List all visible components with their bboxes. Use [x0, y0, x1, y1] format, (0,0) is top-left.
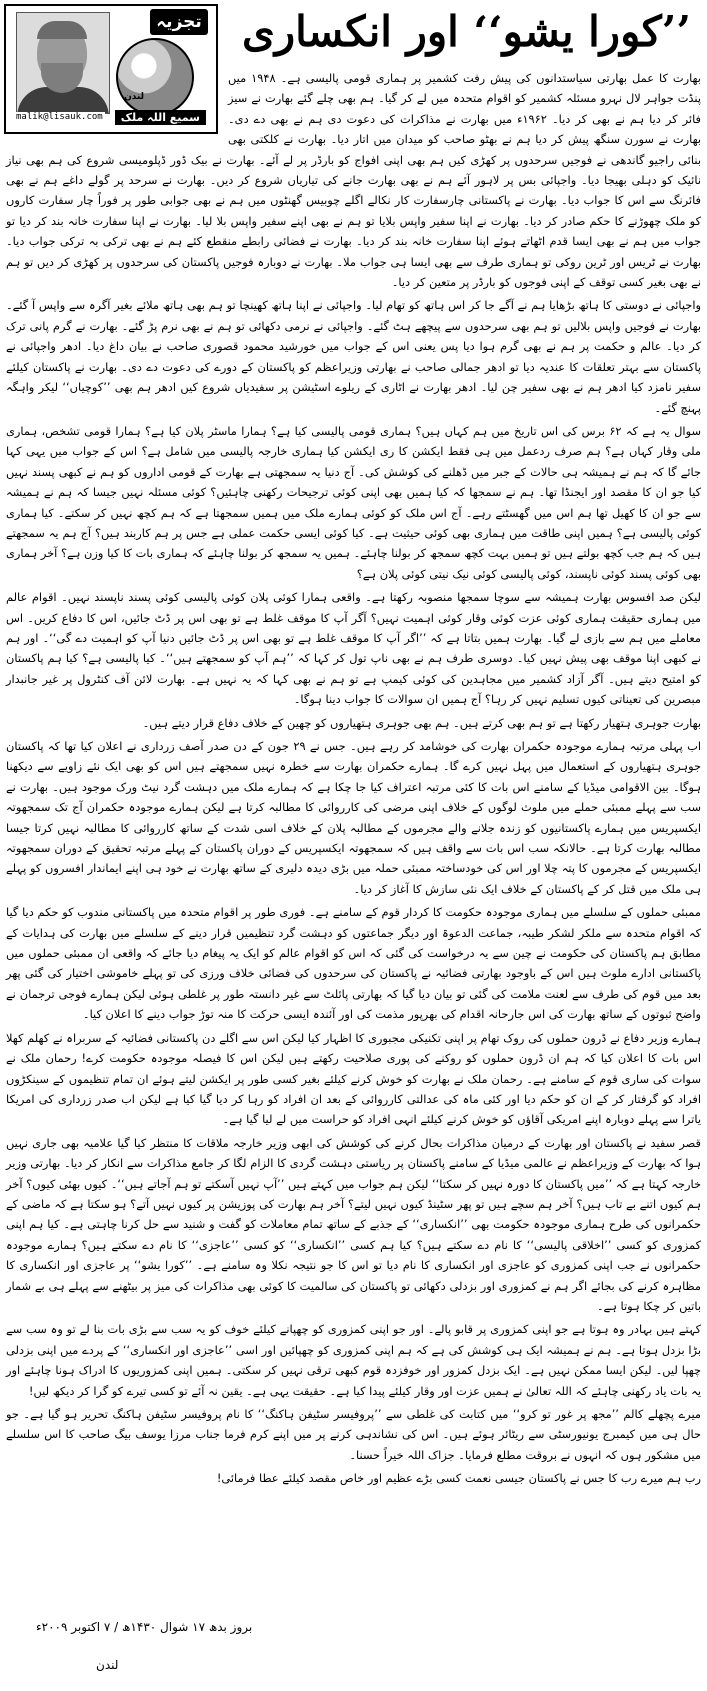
article-headline: ’’کورا یشو‘‘ اور انکساری [241, 7, 692, 56]
article-city: لندن [96, 1658, 119, 1672]
paragraph: لیکن صد افسوس بھارت ہمیشہ سے سوچا سمجھا منصوبہ رکھتا ہے۔ واقعی ہمارا کوئی پلان کوئی پالیسی کوئی پسند ناپسند نہیں۔ اقوام عالم میں ہماری حقیقت ہماری کوئی عزت کوئی وقار کوئی اہمیت نہیں؟ آگر آپ کا موقف غلط ہے تو بھی اس پر ڈٹ جائیں، اس کا دفاع کریں۔ اس معاملے میں ہم سے بازی لے گیا۔ بھارت ہمیں بتاتا ہے کہ ’’اگر آپ کا موقف غلط ہے تو بھی اس پر ڈٹ جائیں دنیا آپ کو اہمیت دے گی‘‘۔ اور ہم نے کبھی اپنا موقف بھی پیش نہیں کیا۔ دوسری طرف ہم نے بھی ناپ تول کر کہا کہ ’’ہم آپ کو سمجھتے ہیں‘‘۔ کیا پالیسی ہے؟ کیا ہم پاکستان کو امتیح دیتے ہیں۔ آگر آزاد کشمیر میں مجاہدین کی کوئی کیمپ ہے تو ہم نے بھی کہا کہ یہ نہیں ہے۔ بھارت لائن آف کنٹرول پر غیر جانبدار مبصرین کی تعیناتی کیوں تسلیم نہیں کر رہا؟ آج ہمیں ان سوالات کا جواب دینا ہوگا۔ [6, 590, 701, 707]
article-footer [6, 1616, 701, 1676]
paragraph: ہمارے وزیر دفاع نے ڈرون حملوں کی روک تھام پر اپنی تکنیکی مجبوری کا اظہار کیا لیکن اس سے اگلے دن پاکستانی فضائیہ کے سربراہ نے کھلم کھلا اس بات کا اعلان کیا کہ ہم ان ڈرون حملوں کو روکنے کی پوری صلاحیت رکھتے ہیں لیکن اس کا فیصلہ موجودہ حکومت کرے! رحمان ملک نے سوات کی ساری قوم کے سامنے ہے۔ رحمان ملک نے بھارت کو خوش کرنے کیلئے بغیر کسی طور پر ایکشن لیتے ہوئے ان تمام تنظیموں کے سینکڑوں افراد کو گرفتار کر کے ان کو حکم دیا اور کئی ماہ کی عدالتی کارروائی کے بعد ان افراد کو رہا کر دیا گیا کیا ہے لیکن اب صدر زرداری کی امریکا یاترا سے پہلے دوبارہ اپنے امریکی آقاؤں کو خوش کرنے کیلئے انہی افراد کو حراست میں لے لیا گیا ہے۔ [6, 1030, 701, 1127]
article-body [6, 68, 701, 1492]
paragraph: کہتے ہیں بہادر وہ ہوتا ہے جو اپنی کمزوری پر قابو پالے۔ اور جو اپنی کمزوری کو چھپانے کیلئے خوف کو یہ سب سے بڑی بات بنا لے تو وہ سب سے بڑا بزدل ہوتا ہے۔ ہم نے ہمیشہ ایک ہی کوشش کی ہے کہ ہم اپنی کمزوری کو چھپائیں اور اسی ’’عاجزی اور انکساری‘‘ کے پردے میں اپنی بزدلی چھپا لیں۔ لیکن ایسا ممکن نہیں ہے۔ ایک بزدل کمزور اور خوفزدہ قوم کبھی ترقی نہیں کر سکتی۔ ہمیں اپنی کمزوریوں کا ادراک ہونا چاہئے اور یہ بات یاد رکھنی چاہئے کہ اللہ تعالیٰ نے ہمیں عزت اور وقار کیلئے پیدا کیا ہے۔ حقیقت یہی ہے۔ یقین نہ آئے تو کسی تیرے کو گرا کر دیکھ لیں! [6, 1322, 701, 1398]
paragraph: رب ہم میرے رب کا جس نے پاکستان جیسی نعمت کسی بڑے عظیم اور خاص مقصد کیلئے عطا فرمائی! [216, 1471, 701, 1486]
paragraph: اب پہلی مرتبہ ہمارے موجودہ حکمران بھارت کی خوشامد کر رہے ہیں۔ جس نے ۲۹ جون کے دن صدر آصف زرداری نے اعلان کیا تھا کہ پاکستان جوہری ہتھیاروں کے استعمال میں پہل نہیں کرے گا۔ ہمارے حکمران بھارت سے خطرہ نہیں سمجھتے ہیں اس کو بھی ایک نئے زاویے سے دیکھنا ہوگا۔ بین الاقوامی میڈیا کے سامنے اس بات کا کئی مرتبہ اعتراف کیا جا چکا ہے کہ ہمارے ملک میں دہشت گرد نیٹ ورک موجود ہیں۔ بھارت نے سب سے پہلے ممبئی حملے میں ملوث لوگوں کے خلاف اپنی مرضی کی کارروائی کا مطالبہ کرتا ہے لیکن ہمارے موجودہ حکمران آج تک سمجھوتہ ایکسپریس میں ہمارے پاکستانیوں کو زندہ جلانے والے مجرموں کے مطالبہ پلان کے خلاف اسی شدت کے ساتھ کارروائی کا مطالبہ نہیں کرتا جیسا مطالبہ بھارت کرتا ہے۔ حالانکہ سب اس بات سے واقف ہیں کہ سمجھوتہ ایکسپریس کے دوران پاکستان کے پہلے مرتبہ تحقیق کے دوران سمجھوتہ ایکسپریس کے مجرموں کا پتہ چلا اور اس کی خودساختہ ممبئی حملہ میں بڑی دیدہ دلیری کے ساتھ بھارت نے خود ہی اپنے ایماندار افسروں کو پہلے ہی ملک میں قتل کر کے پاکستان کے خلاف ایک نئی سازش کا آغاز کر دیا۔ [6, 739, 701, 896]
section-tag: تجزیہ [150, 9, 208, 35]
badge-city: لندن [124, 92, 144, 102]
author-email: malik@lisauk.com [16, 112, 103, 122]
paragraph: میرے پچھلے کالم ’’مجھ پر غور تو کرو‘‘ میں کتابت کی غلطی سے ’’پروفیسر سٹیفن ہاکنگ‘‘ کا نام پروفیسر سٹیفن ہاکنگ تحریر ہو گیا ہے۔ جو حال ہی میں کیمبرج یونیورسٹی سے ریٹائر ہوئے ہیں۔ اس کی نشاندہی کرنے پر میں اپنے کرم فرما جناب مرزا یوسف بیگ صاحب کا اس سلسلے میں مشکور ہوں کہ انہوں نے بروقت مطلع فرمایا۔ جزاک اللہ خیراً حسنا۔ [6, 1407, 701, 1462]
author-name: سمیع اللہ ملک [115, 110, 206, 125]
paragraph: سوال یہ ہے کہ ۶۲ برس کی اس تاریخ میں ہم کہاں ہیں؟ ہماری قومی پالیسی کیا ہے؟ ہمارا ماسٹر پلان کیا ہے؟ ہمارا قومی تشخص، ہماری ملی وقار کہاں ہے؟ ہم صرف ردعمل میں ہی فقط ایکشن کا ری ایکشن کیا ہماری خارجہ پالیسی میں شامل ہے؟ اس کے جواب میں یہی کہا جائے گا کہ ہم نے ہمیشہ ہی حالات کے جبر میں ڈھلنے کی کوشش کی۔ آج دنیا یہ سمجھتی ہے بھارت کے قومی اداروں کو ہم نے کبھی پسند نہیں کیا جو ان کا مقصد اور ایجنڈا تھا۔ ہم نے سمجھا کہ کیا ہمیں بھی اپنی کوئی ترجیحات رکھنی چاہئیں؟ کوئی مسئلہ نہیں جیسا کہ ہم نے ہمیشہ سے جو ان کا کھیل تھا ہم اس میں گھسٹتے رہے۔ آج اس ملک کو کوئی ہمارے ملک میں ہمیں سمجھتا ہے کہ ہم کچھ نہیں کر سکتے۔ کیا ہماری کوئی پالیسی ہے؟ ہمیں اپنی طاقت میں ہماری بھی کوئی حیثیت ہے۔ کیا کوئی ایسی حکمت عملی ہے جس پر ہم کاربند ہیں؟ آج ہم یہ سمجھتے ہیں کہ ہم جب کچھ بولتے ہیں تو ہمیں بہت کچھ سمجھ کر بولنا چاہئے۔ ہمیں یہ سمجھ کر بولنا چاہئے کہ ہماری بات کا کیا وزن ہے؟ آخر ہماری بھی کوئی پسند کوئی ناپسند، کوئی پالیسی کوئی نیک نیتی کوئی پلان ہے؟ [6, 423, 701, 581]
paragraph: قصر سفید نے پاکستان اور بھارت کے درمیان مذاکرات بحال کرنے کی کوشش کی ابھی وزیر خارجہ ملاقات کا منتظر کیا گیا علامیہ بھی جاری نہیں ہوا کہ بھارت کے وزیراعظم نے عالمی میڈیا کے سامنے پاکستان پر ریاستی دہشت گردی کا الزام لگا کر جامع مذاکرات سے انکار کر دیا۔ بھارتی وزیر خارجہ کہتا ہے کہ ’’میں پاکستان کا دورہ نہیں کر سکتا‘‘ لیکن ہم جواب میں کہتے ہیں ’’آپ نہیں آسکتے تو ہم آجاتے ہیں‘‘۔ کیوں بھئی کیوں؟ آخر ہم کیوں اتنے بے تاب ہیں؟ آخر ہم سچے ہیں تو پھر سٹینڈ کیوں نہیں لیتے؟ آخر ہم بھارت کی پوزیشن پر کیوں نہیں آتے؟ ہو سکتا ہے کہ ماضی کے حکمرانوں کی طرح ہماری موجودہ حکومت بھی ’’انکساری‘‘ کے جذبے کے ساتھ تمام معاملات کو گفت و شنید سے حل کرنا چاہتی ہے۔ کیا ہم اپنی کمزوری کو کسی ’’اخلاقی پالیسی‘‘ کا نام دے سکتے ہیں؟ کیا ہم کسی ’’انکساری‘‘ کو کسی ’’عاجزی‘‘ کا نام دے سکتے ہیں؟ ہمارے موجودہ حکمرانوں نے جب اپنی کمزوری کو عاجزی اور انکساری کا نام دیا تو اس کا جو نتیجہ نکلا وہ سامنے ہے۔ ’’کورا یشو‘‘ پر عاجزی اور انکساری کا مظاہرہ کرنے کی بجائے اگر ہم نے کمزوری اور بزدلی دکھائی تو پاکستان کی سالمیت کا کوئی بھی مذاکرات کی میز پر بیٹھنے سے پہلے ہی بے شمار باتیں کر چکا ہوتا ہے۔ [6, 1135, 701, 1313]
paragraph: بھارت جوہری ہتھیار رکھتا ہے تو ہم بھی کرتے ہیں۔ ہم بھی جوہری ہتھیاروں کو چھین کے خلاف دفاع قرار دیتے ہیں۔ [142, 715, 701, 730]
paragraph: بھارت کا عمل بھارتی سیاستدانوں کی پیش رفت کشمیر پر ہماری قومی پالیسی ہے۔ ۱۹۴۸ میں پنڈت جواہر لال نہرو مسئلہ کشمیر کو اقوام متحدہ میں لے کر گیا۔ ہم بھی چلے گئے بھارت نے سیز فائر کر دیا ہم نے بھی کر دیا۔ ۱۹۶۲ء میں بھارت نے مذاکرات کی دعوت دی ہم نے بھی دے دی۔ بھارت نے سورن سنگھ پیش کر دیا ہم نے بھٹو صاحب کو میدان میں اتار دیا۔ بھارت نے کلکتی بھی بنائی راجیو گاندھی نے فوجیں سرحدوں پر کھڑی کیں ہم بھی اپنی افواج کو بارڈر پر لے آئے۔ بھارت نے بیک ڈور ڈپلومیسی شروع کی ہم بھی نیاز نائیک کو دہلی بھیجا دیا۔ واجپائی بس پر لاہور آئے ہم نے بھی بھارت جانے کی تیاریاں شروع کر دیں۔ بھارت نے سرحد پر گولے داغے ہم نے بھی فائرنگ سے اس کا جواب دیا۔ بھارت نے پاکستانی چارسفارت کار نکالے اگلے چوبیس گھنٹوں میں ہم نے بھی جوابی طور پر فوراً چار سفارت کاروں کو ملک چھوڑنے کا حکم صادر کر دیا۔ بھارت نے اپنا سفیر واپس بلایا تو ہم نے بھی اپنے سفیر واپس بلا لیا۔ بھارت نے اپنا سفارت خانہ بند کر دیا تو جواب میں ہم نے بھی ایسا قدم اٹھاتے ہوئے اپنا سفارت خانہ بند کر دیا۔ بھارت نے فضائی رابطے منقطع کئے ہم نے بھی ترکی بہ ترکی جواب دیا۔ بھارت نے ٹریس اور ٹرین روکی تو ہماری طرف سے بھی ایسا ہی جواب ملا۔ بھارت نے دوبارہ فوجیں پاکستان کی سرحدوں پر کھڑی کر دیں تو ہم نے بھی بغیر کسی توقف کے اپنی فوجوں کو بارڈر پر متعین کر دیا۔ [6, 71, 701, 290]
paragraph: واجپائی نے دوستی کا ہاتھ بڑھایا ہم نے آگے جا کر اس ہاتھ کو تھام لیا۔ واجپائی نے اپنا ہاتھ کھینچا تو ہم بھی ہاتھ ملائے بغیر آگرہ سے واپس آ گئے۔ بھارت نے فوجیں واپس بلالیں تو ہم بھی سرحدوں سے پیچھے ہٹ گئے۔ واجپائی نے نرمی دکھائی تو ہم نے بھی نرم پڑ گئے۔ بھارت نے گرم پانی ترک کر دیا۔ عالم و حکمت پر ہم نے بھی گرم ہوا دیا پس یعنی اس کے جواب میں خورشید محمود قصوری صاحب نے بیان داغ دیا۔ ادھر واجپائی نے پاکستان سے بہتر تعلقات کا عندیہ دیا تو ادھر جمالی صاحب نے بھارتی وزیراعظم کو پاکستان کے دورے کی دعوت دے دی۔ بھارت نے پاکستان کیلئے سفیر نامزد کیا ادھر ہم نے بھی سفیر چن لیا۔ ادھر بھارت نے اٹاری کے ریلوے اسٹیشن پر سفیدیاں شروع کیں ادھر ہم بھی ’’کوچیاں‘‘ لیکر واہگہ پہنچ گئے۔ [6, 298, 701, 415]
article-date: بروز بدھ ۱۷ شوال ۱۴۳۰ھ / ۷ اکتوبر ۲۰۰۹ء [36, 1620, 253, 1634]
paragraph: ممبئی حملوں کے سلسلے میں ہماری موجودہ حکومت کا کردار قوم کے سامنے ہے۔ فوری طور پر اقوام متحدہ میں پاکستانی مندوب کو حکم دیا گیا کہ اقوام متحدہ سے ملکر لشکر طیبہ، جماعت الدعوۃ اور دیگر جماعتوں کو دہشت گرد تنظیمیں قرار دینے کے سلسلے میں بھارت کی ہدایات کے مطابق ہم پاکستان کی حکومت نے چین سے یہ درخواست کی گئی کہ اس کو اقوام عالم کو ایک یہ پیغام دیا جائے کہ واقعی ان ممبئی حملوں میں پاکستانی ادارے ملوث ہیں اس کے باوجود بھارتی فضائیہ نے پاکستان کی سرحدوں کی فضائی خلاف ورزی کی تو پہلے خاموشی اختیار کی گئی پھر بعد میں قوم کی طرف سے لعنت ملامت کی گئی تو بیان دیا گیا کہ بھارتی پائلٹ سے غیر دانستہ طور پر غلطی ہوئی لیکن ہمارے فوجی ترجمان نے واضح ثبوتوں کے ساتھ بھارت کی اس جارحانہ اقدام کی بھرپور مذمت کی اور آئندہ ایسی حرکت کا منہ توڑ جواب دینے کا اعلان کیا۔ [6, 905, 701, 1022]
